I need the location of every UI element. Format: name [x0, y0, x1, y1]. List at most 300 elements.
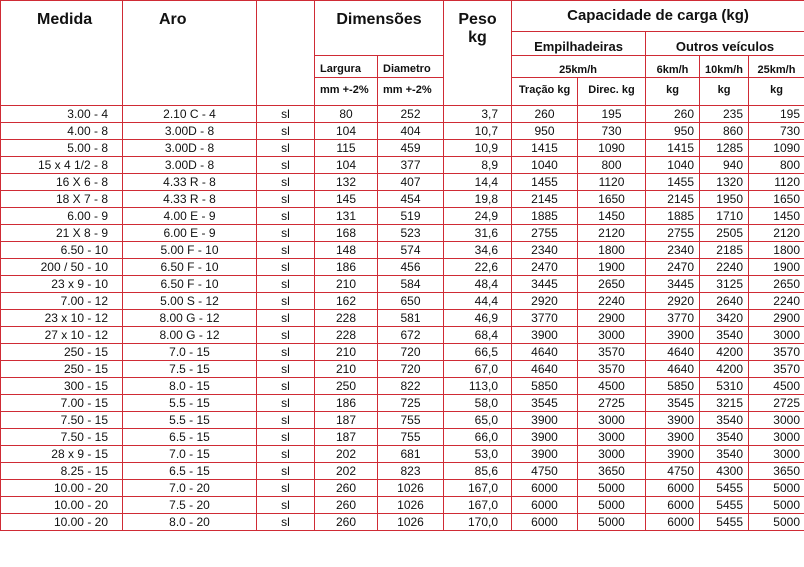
cell-outros-25kmh: 3000 — [749, 327, 804, 344]
cell-diametro: 459 — [378, 140, 444, 157]
cell-direc: 1900 — [578, 259, 646, 276]
cell-outros-25kmh: 1090 — [749, 140, 804, 157]
cell-sl: sl — [257, 480, 315, 497]
cell-outros-10kmh: 4200 — [700, 361, 749, 378]
header-aro: Aro — [123, 1, 257, 106]
cell-sl: sl — [257, 242, 315, 259]
cell-medida: 10.00 - 20 — [1, 480, 123, 497]
cell-largura: 210 — [315, 276, 378, 293]
cell-peso: 3,7 — [444, 106, 512, 123]
table-row — [1, 242, 804, 259]
cell-medida: 7.00 - 15 — [1, 395, 123, 412]
cell-largura: 186 — [315, 259, 378, 276]
header-speed-10: 10km/h — [700, 56, 749, 78]
cell-largura: 210 — [315, 344, 378, 361]
cell-direc: 5000 — [578, 514, 646, 531]
cell-diametro: 574 — [378, 242, 444, 259]
cell-outros-25kmh: 3000 — [749, 429, 804, 446]
header-capacidade: Capacidade de carga (kg) — [512, 1, 804, 32]
cell-outros-10kmh: 3540 — [700, 327, 749, 344]
table-row — [1, 327, 804, 344]
cell-outros-10kmh: 2240 — [700, 259, 749, 276]
header-kg-6: kg — [646, 78, 700, 106]
cell-outros-6kmh: 6000 — [646, 497, 700, 514]
cell-outros-25kmh: 2650 — [749, 276, 804, 293]
cell-medida: 250 - 15 — [1, 344, 123, 361]
cell-outros-6kmh: 5850 — [646, 378, 700, 395]
header-direc: Direc. kg — [578, 78, 646, 106]
cell-outros-25kmh: 2900 — [749, 310, 804, 327]
cell-aro: 8.0 - 15 — [123, 378, 257, 395]
cell-medida: 15 x 4 1/2 - 8 — [1, 157, 123, 174]
cell-outros-6kmh: 3770 — [646, 310, 700, 327]
cell-sl: sl — [257, 429, 315, 446]
cell-diametro: 672 — [378, 327, 444, 344]
cell-aro: 4.33 R - 8 — [123, 191, 257, 208]
cell-outros-6kmh: 3900 — [646, 327, 700, 344]
cell-outros-10kmh: 5455 — [700, 514, 749, 531]
cell-tracao: 6000 — [512, 514, 578, 531]
cell-peso: 46,9 — [444, 310, 512, 327]
cell-outros-6kmh: 2920 — [646, 293, 700, 310]
cell-aro: 3.00D - 8 — [123, 157, 257, 174]
cell-diametro: 584 — [378, 276, 444, 293]
cell-largura: 131 — [315, 208, 378, 225]
cell-largura: 187 — [315, 412, 378, 429]
cell-outros-6kmh: 3900 — [646, 412, 700, 429]
cell-outros-25kmh: 5000 — [749, 480, 804, 497]
cell-medida: 23 x 10 - 12 — [1, 310, 123, 327]
cell-diametro: 720 — [378, 361, 444, 378]
cell-aro: 5.00 S - 12 — [123, 293, 257, 310]
cell-outros-6kmh: 2470 — [646, 259, 700, 276]
cell-outros-10kmh: 1285 — [700, 140, 749, 157]
cell-medida: 18 X 7 - 8 — [1, 191, 123, 208]
cell-sl: sl — [257, 412, 315, 429]
cell-sl: sl — [257, 276, 315, 293]
cell-outros-25kmh: 800 — [749, 157, 804, 174]
cell-peso: 8,9 — [444, 157, 512, 174]
table-row — [1, 344, 804, 361]
cell-outros-25kmh: 2120 — [749, 225, 804, 242]
cell-outros-6kmh: 6000 — [646, 480, 700, 497]
header-diametro: Diametro — [378, 56, 444, 78]
cell-outros-25kmh: 1450 — [749, 208, 804, 225]
cell-sl: sl — [257, 259, 315, 276]
cell-peso: 22,6 — [444, 259, 512, 276]
cell-direc: 3650 — [578, 463, 646, 480]
cell-direc: 4500 — [578, 378, 646, 395]
cell-aro: 7.5 - 15 — [123, 361, 257, 378]
cell-tracao: 6000 — [512, 480, 578, 497]
cell-outros-6kmh: 2755 — [646, 225, 700, 242]
cell-aro: 8.00 G - 12 — [123, 327, 257, 344]
cell-tracao: 2145 — [512, 191, 578, 208]
cell-medida: 10.00 - 20 — [1, 497, 123, 514]
cell-diametro: 252 — [378, 106, 444, 123]
cell-sl: sl — [257, 225, 315, 242]
cell-direc: 3000 — [578, 446, 646, 463]
cell-aro: 5.5 - 15 — [123, 395, 257, 412]
cell-sl: sl — [257, 378, 315, 395]
table-row — [1, 361, 804, 378]
cell-largura: 104 — [315, 157, 378, 174]
cell-outros-10kmh: 2185 — [700, 242, 749, 259]
cell-direc: 3570 — [578, 344, 646, 361]
header-speed-6: 6km/h — [646, 56, 700, 78]
table-row — [1, 208, 804, 225]
cell-diametro: 755 — [378, 429, 444, 446]
cell-peso: 34,6 — [444, 242, 512, 259]
cell-tracao: 3900 — [512, 446, 578, 463]
cell-outros-10kmh: 3540 — [700, 412, 749, 429]
header-kg-10: kg — [700, 78, 749, 106]
cell-tracao: 2920 — [512, 293, 578, 310]
cell-outros-10kmh: 235 — [700, 106, 749, 123]
cell-outros-10kmh: 5455 — [700, 480, 749, 497]
table-row — [1, 276, 804, 293]
cell-outros-25kmh: 1650 — [749, 191, 804, 208]
cell-outros-6kmh: 4640 — [646, 344, 700, 361]
cell-peso: 113,0 — [444, 378, 512, 395]
cell-largura: 148 — [315, 242, 378, 259]
cell-tracao: 2470 — [512, 259, 578, 276]
cell-outros-25kmh: 1120 — [749, 174, 804, 191]
cell-outros-10kmh: 4200 — [700, 344, 749, 361]
cell-direc: 2120 — [578, 225, 646, 242]
cell-direc: 2725 — [578, 395, 646, 412]
cell-outros-10kmh: 940 — [700, 157, 749, 174]
cell-diametro: 1026 — [378, 514, 444, 531]
cell-outros-6kmh: 1040 — [646, 157, 700, 174]
cell-aro: 8.0 - 20 — [123, 514, 257, 531]
cell-tracao: 1455 — [512, 174, 578, 191]
cell-medida: 7.50 - 15 — [1, 429, 123, 446]
cell-diametro: 650 — [378, 293, 444, 310]
cell-sl: sl — [257, 446, 315, 463]
cell-diametro: 1026 — [378, 480, 444, 497]
cell-direc: 2900 — [578, 310, 646, 327]
cell-largura: 187 — [315, 429, 378, 446]
cell-sl: sl — [257, 174, 315, 191]
cell-outros-6kmh: 1455 — [646, 174, 700, 191]
cell-tracao: 4640 — [512, 344, 578, 361]
cell-outros-10kmh: 2505 — [700, 225, 749, 242]
cell-peso: 66,5 — [444, 344, 512, 361]
table-body — [1, 106, 804, 531]
table-row — [1, 293, 804, 310]
cell-aro: 6.50 F - 10 — [123, 259, 257, 276]
header-speed-25: 25km/h — [749, 56, 804, 78]
cell-largura: 115 — [315, 140, 378, 157]
cell-sl: sl — [257, 191, 315, 208]
cell-largura: 104 — [315, 123, 378, 140]
cell-aro: 5.00 F - 10 — [123, 242, 257, 259]
header-tracao: Tração kg — [512, 78, 578, 106]
cell-medida: 200 / 50 - 10 — [1, 259, 123, 276]
cell-largura: 228 — [315, 327, 378, 344]
cell-tracao: 1040 — [512, 157, 578, 174]
cell-medida: 23 x 9 - 10 — [1, 276, 123, 293]
cell-largura: 260 — [315, 497, 378, 514]
cell-outros-10kmh: 3215 — [700, 395, 749, 412]
cell-tracao: 5850 — [512, 378, 578, 395]
cell-sl: sl — [257, 157, 315, 174]
cell-medida: 10.00 - 20 — [1, 514, 123, 531]
header-medida: Medida — [1, 1, 123, 106]
cell-medida: 28 x 9 - 15 — [1, 446, 123, 463]
cell-sl: sl — [257, 293, 315, 310]
cell-direc: 195 — [578, 106, 646, 123]
cell-sl: sl — [257, 497, 315, 514]
cell-direc: 3000 — [578, 429, 646, 446]
cell-diametro: 377 — [378, 157, 444, 174]
cell-diametro: 823 — [378, 463, 444, 480]
cell-aro: 6.00 E - 9 — [123, 225, 257, 242]
cell-aro: 7.0 - 20 — [123, 480, 257, 497]
table-row — [1, 429, 804, 446]
cell-medida: 3.00 - 4 — [1, 106, 123, 123]
header-largura: Largura — [315, 56, 378, 78]
cell-largura: 145 — [315, 191, 378, 208]
cell-sl: sl — [257, 208, 315, 225]
cell-diametro: 581 — [378, 310, 444, 327]
cell-direc: 800 — [578, 157, 646, 174]
cell-outros-6kmh: 3900 — [646, 429, 700, 446]
cell-peso: 65,0 — [444, 412, 512, 429]
cell-aro: 4.33 R - 8 — [123, 174, 257, 191]
cell-outros-6kmh: 4750 — [646, 463, 700, 480]
cell-direc: 5000 — [578, 480, 646, 497]
cell-tracao: 3545 — [512, 395, 578, 412]
cell-medida: 6.00 - 9 — [1, 208, 123, 225]
table-row — [1, 157, 804, 174]
cell-medida: 7.50 - 15 — [1, 412, 123, 429]
cell-peso: 67,0 — [444, 361, 512, 378]
cell-outros-10kmh: 4300 — [700, 463, 749, 480]
cell-outros-25kmh: 3000 — [749, 446, 804, 463]
cell-peso: 48,4 — [444, 276, 512, 293]
cell-diametro: 519 — [378, 208, 444, 225]
cell-sl: sl — [257, 344, 315, 361]
cell-direc: 5000 — [578, 497, 646, 514]
cell-tracao: 2755 — [512, 225, 578, 242]
header-kg-25: kg — [749, 78, 804, 106]
cell-diametro: 404 — [378, 123, 444, 140]
table-row — [1, 446, 804, 463]
cell-tracao: 6000 — [512, 497, 578, 514]
cell-tracao: 3770 — [512, 310, 578, 327]
cell-peso: 68,4 — [444, 327, 512, 344]
cell-largura: 162 — [315, 293, 378, 310]
cell-outros-25kmh: 195 — [749, 106, 804, 123]
header-empilhadeiras: Empilhadeiras — [512, 32, 646, 56]
cell-outros-10kmh: 1320 — [700, 174, 749, 191]
cell-direc: 2650 — [578, 276, 646, 293]
cell-outros-25kmh: 3570 — [749, 344, 804, 361]
cell-sl: sl — [257, 123, 315, 140]
cell-tracao: 4750 — [512, 463, 578, 480]
cell-outros-6kmh: 260 — [646, 106, 700, 123]
table-row — [1, 480, 804, 497]
table-row — [1, 497, 804, 514]
cell-tracao: 2340 — [512, 242, 578, 259]
cell-peso: 44,4 — [444, 293, 512, 310]
cell-largura: 250 — [315, 378, 378, 395]
cell-aro: 6.5 - 15 — [123, 429, 257, 446]
cell-peso: 85,6 — [444, 463, 512, 480]
cell-diametro: 523 — [378, 225, 444, 242]
cell-direc: 730 — [578, 123, 646, 140]
cell-outros-10kmh: 5310 — [700, 378, 749, 395]
cell-medida: 4.00 - 8 — [1, 123, 123, 140]
cell-medida: 5.00 - 8 — [1, 140, 123, 157]
cell-diametro: 1026 — [378, 497, 444, 514]
cell-outros-25kmh: 5000 — [749, 514, 804, 531]
cell-aro: 6.50 F - 10 — [123, 276, 257, 293]
cell-peso: 66,0 — [444, 429, 512, 446]
cell-outros-6kmh: 4640 — [646, 361, 700, 378]
cell-aro: 3.00D - 8 — [123, 123, 257, 140]
cell-outros-25kmh: 3650 — [749, 463, 804, 480]
cell-direc: 3000 — [578, 412, 646, 429]
cell-outros-25kmh: 1800 — [749, 242, 804, 259]
cell-outros-10kmh: 3125 — [700, 276, 749, 293]
cell-medida: 6.50 - 10 — [1, 242, 123, 259]
cell-diametro: 725 — [378, 395, 444, 412]
cell-outros-25kmh: 730 — [749, 123, 804, 140]
cell-aro: 7.5 - 20 — [123, 497, 257, 514]
header-peso — [444, 1, 512, 106]
cell-direc: 1090 — [578, 140, 646, 157]
header-peso-label: Peso — [458, 11, 497, 28]
cell-aro: 5.5 - 15 — [123, 412, 257, 429]
table-row — [1, 259, 804, 276]
header-outros-veiculos: Outros veículos — [646, 32, 804, 56]
cell-medida: 16 X 6 - 8 — [1, 174, 123, 191]
cell-outros-10kmh: 5455 — [700, 497, 749, 514]
cell-direc: 1800 — [578, 242, 646, 259]
cell-diametro: 822 — [378, 378, 444, 395]
cell-sl: sl — [257, 514, 315, 531]
cell-outros-10kmh: 3540 — [700, 446, 749, 463]
cell-sl: sl — [257, 361, 315, 378]
cell-largura: 168 — [315, 225, 378, 242]
table-row — [1, 106, 804, 123]
cell-tracao: 950 — [512, 123, 578, 140]
cell-outros-6kmh: 2340 — [646, 242, 700, 259]
cell-medida: 27 x 10 - 12 — [1, 327, 123, 344]
table-row — [1, 378, 804, 395]
table-row — [1, 395, 804, 412]
cell-largura: 228 — [315, 310, 378, 327]
header-diametro-unit: mm +-2% — [378, 78, 444, 106]
cell-largura: 202 — [315, 446, 378, 463]
cell-outros-6kmh: 3900 — [646, 446, 700, 463]
cell-outros-10kmh: 3420 — [700, 310, 749, 327]
cell-peso: 167,0 — [444, 497, 512, 514]
cell-largura: 260 — [315, 514, 378, 531]
cell-largura: 210 — [315, 361, 378, 378]
cell-medida: 7.00 - 12 — [1, 293, 123, 310]
cell-direc: 1450 — [578, 208, 646, 225]
cell-sl: sl — [257, 106, 315, 123]
cell-outros-10kmh: 3540 — [700, 429, 749, 446]
header-blank — [257, 1, 315, 106]
cell-peso: 24,9 — [444, 208, 512, 225]
cell-direc: 1120 — [578, 174, 646, 191]
cell-direc: 2240 — [578, 293, 646, 310]
table-row — [1, 191, 804, 208]
cell-medida: 250 - 15 — [1, 361, 123, 378]
cell-diametro: 720 — [378, 344, 444, 361]
cell-outros-25kmh: 4500 — [749, 378, 804, 395]
cell-diametro: 681 — [378, 446, 444, 463]
cell-peso: 167,0 — [444, 480, 512, 497]
cell-medida: 21 X 8 - 9 — [1, 225, 123, 242]
cell-outros-6kmh: 3545 — [646, 395, 700, 412]
cell-outros-10kmh: 1950 — [700, 191, 749, 208]
cell-tracao: 3900 — [512, 412, 578, 429]
cell-direc: 1650 — [578, 191, 646, 208]
cell-largura: 186 — [315, 395, 378, 412]
cell-outros-6kmh: 950 — [646, 123, 700, 140]
cell-outros-6kmh: 3445 — [646, 276, 700, 293]
cell-sl: sl — [257, 463, 315, 480]
header-dimensoes: Dimensões — [315, 1, 444, 56]
cell-largura: 260 — [315, 480, 378, 497]
cell-medida: 300 - 15 — [1, 378, 123, 395]
cell-largura: 202 — [315, 463, 378, 480]
cell-tracao: 3900 — [512, 429, 578, 446]
cell-peso: 58,0 — [444, 395, 512, 412]
cell-outros-25kmh: 1900 — [749, 259, 804, 276]
cell-aro: 6.5 - 15 — [123, 463, 257, 480]
cell-peso: 53,0 — [444, 446, 512, 463]
cell-peso: 14,4 — [444, 174, 512, 191]
cell-diametro: 407 — [378, 174, 444, 191]
cell-outros-6kmh: 2145 — [646, 191, 700, 208]
cell-aro: 3.00D - 8 — [123, 140, 257, 157]
cell-peso: 19,8 — [444, 191, 512, 208]
cell-aro: 7.0 - 15 — [123, 446, 257, 463]
cell-aro: 4.00 E - 9 — [123, 208, 257, 225]
table-row — [1, 123, 804, 140]
cell-sl: sl — [257, 395, 315, 412]
cell-outros-6kmh: 1885 — [646, 208, 700, 225]
cell-outros-25kmh: 3570 — [749, 361, 804, 378]
cell-tracao: 3900 — [512, 327, 578, 344]
cell-peso: 10,9 — [444, 140, 512, 157]
cell-sl: sl — [257, 310, 315, 327]
header-largura-unit: mm +-2% — [315, 78, 378, 106]
cell-aro: 7.0 - 15 — [123, 344, 257, 361]
table-row — [1, 463, 804, 480]
cell-outros-6kmh: 1415 — [646, 140, 700, 157]
cell-sl: sl — [257, 327, 315, 344]
header-peso-unit: kg — [468, 29, 487, 46]
table-header — [1, 1, 804, 106]
cell-aro: 8.00 G - 12 — [123, 310, 257, 327]
cell-largura: 132 — [315, 174, 378, 191]
cell-outros-25kmh: 3000 — [749, 412, 804, 429]
cell-tracao: 260 — [512, 106, 578, 123]
cell-outros-25kmh: 5000 — [749, 497, 804, 514]
table-row — [1, 514, 804, 531]
cell-tracao: 3445 — [512, 276, 578, 293]
cell-outros-10kmh: 2640 — [700, 293, 749, 310]
cell-diametro: 454 — [378, 191, 444, 208]
